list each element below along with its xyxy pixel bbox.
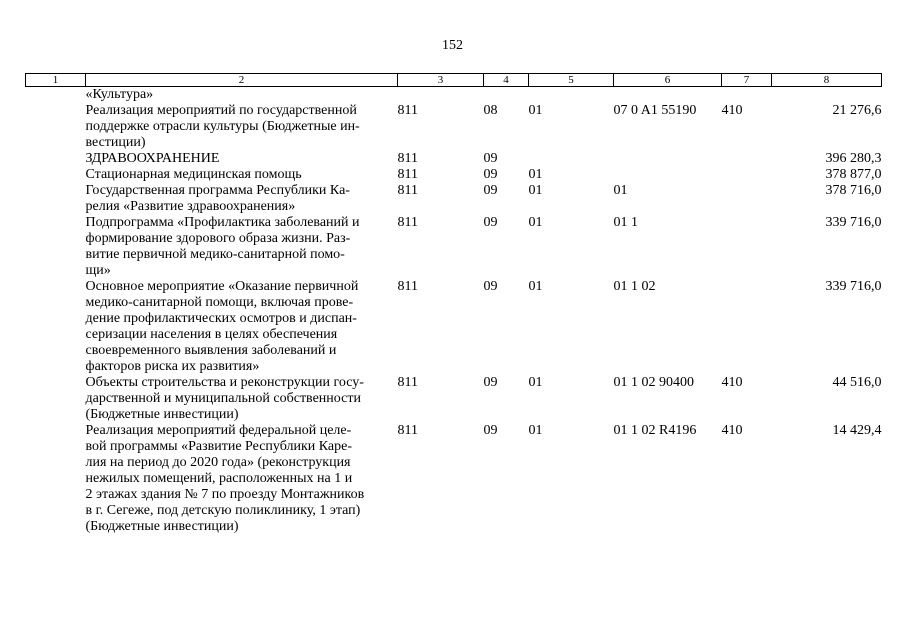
- subsection-code-cell: 01: [528, 183, 543, 198]
- item-name-line: «Культура»: [85, 87, 154, 102]
- item-name-line: факторов риска их развития»: [85, 359, 260, 374]
- table-row: [26, 375, 882, 423]
- subsection-code-cell: 01: [528, 279, 543, 294]
- item-name-line: вой программы «Развитие Республики Каре-: [85, 439, 353, 454]
- amount-cell: 21 276,6: [832, 103, 882, 118]
- ministry-code-cell: 811: [397, 103, 418, 118]
- expense-type-cell: [722, 279, 772, 375]
- table-row: [26, 423, 882, 535]
- column-header: 5: [529, 74, 614, 87]
- table-row: [26, 279, 882, 375]
- amount-cell: 396 280,3: [825, 151, 882, 166]
- item-name-line: витие первичной медико-санитарной помо-: [85, 247, 345, 262]
- item-name-cell: [86, 183, 398, 215]
- ministry-code-cell: 811: [397, 215, 418, 230]
- item-name-line: щи»: [85, 263, 111, 278]
- ministry-code-cell: 811: [397, 183, 418, 198]
- row-number-cell: [26, 167, 86, 183]
- budget-table: [25, 73, 882, 535]
- expense-type-cell: 410: [721, 103, 743, 118]
- column-header: 2: [86, 74, 398, 87]
- item-name-line: Подпрограмма «Профилактика заболеваний и: [85, 215, 360, 230]
- ministry-code-cell: [398, 87, 484, 104]
- target-article-cell: [614, 167, 722, 183]
- subsection-code-cell: 01: [528, 167, 543, 182]
- row-number-cell: [26, 423, 86, 535]
- item-name-line: Основное мероприятие «Оказание первичной: [85, 279, 359, 294]
- amount-cell: 339 716,0: [825, 279, 882, 294]
- expense-type-cell: 410: [721, 375, 743, 390]
- item-name-line: релия «Развитие здравоохранения»: [85, 199, 296, 214]
- item-name-cell: [86, 87, 398, 104]
- target-article-cell: 01 1 02 90400: [613, 375, 694, 390]
- column-header: 7: [722, 74, 772, 87]
- amount-cell: 339 716,0: [825, 215, 882, 230]
- subsection-code-cell: 01: [528, 375, 543, 390]
- row-number-cell: [26, 103, 86, 151]
- table-row: [26, 87, 882, 104]
- expense-type-cell: [722, 167, 772, 183]
- item-name-line: Стационарная медицинская помощь: [85, 167, 302, 182]
- target-article-cell: 01 1 02: [613, 279, 656, 294]
- column-header: 6: [614, 74, 722, 87]
- item-name-line: Государственная программа Республики Ка-: [85, 183, 350, 198]
- item-name-cell: [86, 375, 398, 423]
- ministry-code-cell: 811: [397, 423, 418, 438]
- column-header: 1: [26, 74, 86, 87]
- section-code-cell: 09: [483, 167, 498, 182]
- item-name-line: ЗДРАВООХРАНЕНИЕ: [85, 151, 220, 166]
- item-name-line: поддержке отрасли культуры (Бюджетные ин-: [85, 119, 360, 134]
- page-number: 152: [442, 38, 463, 53]
- table-row: [26, 167, 882, 183]
- item-name-line: в г. Сегеже, под детскую поликлинику, 1 этап): [85, 503, 361, 518]
- section-code-cell: 09: [483, 151, 498, 166]
- expense-type-cell: [722, 215, 772, 279]
- subsection-code-cell: 01: [528, 423, 543, 438]
- amount-cell: 44 516,0: [832, 375, 882, 390]
- section-code-cell: 09: [483, 215, 498, 230]
- row-number-cell: [26, 375, 86, 423]
- table-body: [26, 87, 882, 536]
- target-article-cell: [614, 151, 722, 167]
- amount-cell: [772, 87, 882, 104]
- item-name-line: медико-санитарной помощи, включая прове-: [85, 295, 354, 310]
- target-article-cell: 07 0 A1 55190: [613, 103, 697, 118]
- table-row: [26, 215, 882, 279]
- ministry-code-cell: 811: [397, 375, 418, 390]
- section-code-cell: 09: [483, 183, 498, 198]
- row-number-cell: [26, 151, 86, 167]
- item-name-cell: [86, 423, 398, 535]
- row-number-cell: [26, 215, 86, 279]
- expense-type-cell: [722, 151, 772, 167]
- subsection-code-cell: 01: [528, 215, 543, 230]
- expense-type-cell: 410: [721, 423, 743, 438]
- item-name-line: Реализация мероприятий по государственной: [85, 103, 357, 118]
- section-code-cell: 08: [483, 103, 498, 118]
- section-code-cell: [484, 87, 529, 104]
- ministry-code-cell: 811: [397, 151, 418, 166]
- column-header: 3: [398, 74, 484, 87]
- row-number-cell: [26, 279, 86, 375]
- item-name-line: Объекты строительства и реконструкции госу-: [85, 375, 364, 390]
- item-name-cell: [86, 103, 398, 151]
- item-name-line: (Бюджетные инвестиции): [85, 519, 239, 534]
- row-number-cell: [26, 183, 86, 215]
- column-header: 8: [772, 74, 882, 87]
- item-name-cell: [86, 279, 398, 375]
- section-code-cell: 09: [483, 375, 498, 390]
- target-article-cell: 01 1 02 R4196: [613, 423, 697, 438]
- item-name-line: Реализация мероприятий федеральной целе-: [85, 423, 352, 438]
- table-row: [26, 151, 882, 167]
- ministry-code-cell: 811: [397, 167, 418, 182]
- item-name-line: дение профилактических осмотров и диспан-: [85, 311, 357, 326]
- amount-cell: 14 429,4: [832, 423, 882, 438]
- subsection-code-cell: [529, 87, 614, 104]
- target-article-cell: [614, 87, 722, 104]
- subsection-code-cell: [529, 151, 614, 167]
- column-header: 4: [484, 74, 529, 87]
- ministry-code-cell: 811: [397, 279, 418, 294]
- item-name-cell: [86, 151, 398, 167]
- target-article-cell: 01: [613, 183, 628, 198]
- item-name-line: дарственной и муниципальной собственности: [85, 391, 361, 406]
- section-code-cell: 09: [483, 279, 498, 294]
- amount-cell: 378 716,0: [825, 183, 882, 198]
- item-name-line: нежилых помещений, расположенных на 1 и: [85, 471, 353, 486]
- item-name-line: своевременного выявления заболеваний и: [85, 343, 337, 358]
- item-name-line: (Бюджетные инвестиции): [85, 407, 239, 422]
- item-name-cell: [86, 167, 398, 183]
- subsection-code-cell: 01: [528, 103, 543, 118]
- item-name-line: формирование здорового образа жизни. Раз-: [85, 231, 351, 246]
- item-name-cell: [86, 215, 398, 279]
- expense-type-cell: [722, 87, 772, 104]
- amount-cell: 378 877,0: [825, 167, 882, 182]
- expense-type-cell: [722, 183, 772, 215]
- column-number-row: [26, 74, 882, 87]
- section-code-cell: 09: [483, 423, 498, 438]
- item-name-line: серизации населения в целях обеспечения: [85, 327, 338, 342]
- item-name-line: 2 этажах здания № 7 по проезду Монтажников: [85, 487, 365, 502]
- row-number-cell: [26, 87, 86, 104]
- item-name-line: вестиции): [85, 135, 146, 150]
- target-article-cell: 01 1: [613, 215, 638, 230]
- item-name-line: лия на период до 2020 года» (реконструкция: [85, 455, 351, 470]
- table-row: [26, 183, 882, 215]
- table-row: [26, 103, 882, 151]
